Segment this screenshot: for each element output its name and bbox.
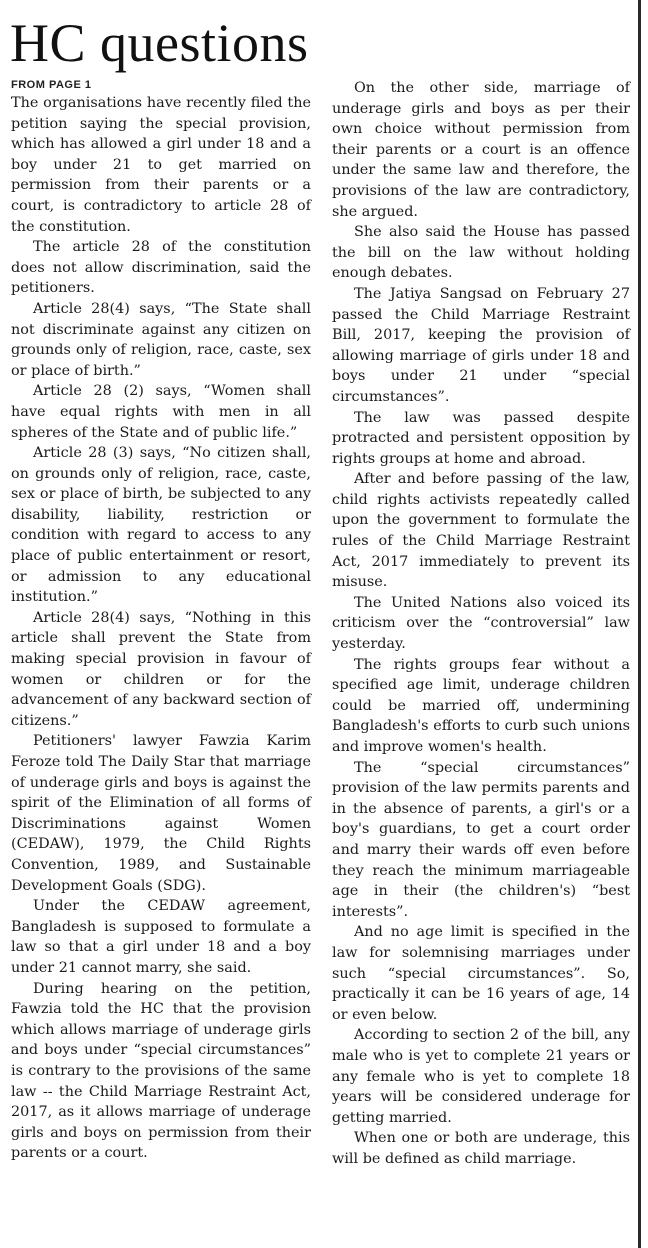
continuation-kicker: FROM PAGE 1 bbox=[11, 79, 92, 91]
paragraph: The “special circumstances” provision of the law permits parents and in the absence of parents, a girl's or a boy's guardians, to get a court order and marry their wards off even before they reach the minimum marriageable age in their (the children's) “best interests”. bbox=[332, 759, 630, 920]
paragraph: She also said the House has passed the bill on the law without holding enough debates. bbox=[332, 224, 630, 282]
paragraph: The law was passed despite protracted and persistent opposition by rights groups at home and abroad. bbox=[332, 409, 630, 467]
paragraph: The Jatiya Sangsad on February 27 passed the Child Marriage Restraint Bill, 2017, keeping the provision of allowing marriage of girls under 18 and boys under 21 under “special circumstances”. bbox=[332, 285, 630, 405]
paragraph: On the other side, marriage of underage girls and boys as per their own choice without permission from their parents or a court is an offence under the same law and therefore, the provisions of the law are contradictory, she argued. bbox=[332, 80, 630, 220]
column-rule bbox=[638, 0, 641, 1248]
paragraph: Article 28 (3) says, “No citizen shall, on grounds only of religion, race, caste, sex or place of birth, be subjected to any disability, liability, restriction or condition with regard to access to any place of public entertainment or resort, or admission to any educational institution.” bbox=[11, 445, 311, 606]
paragraph: The United Nations also voiced its criticism over the “controversial” law yesterday. bbox=[332, 594, 630, 653]
paragraph: Article 28 (2) says, “Women shall have equal rights with men in all spheres of the State and of public life.” bbox=[11, 383, 311, 441]
paragraph: Under the CEDAW agreement, Bangladesh is supposed to formulate a law so that a girl under 18 and a boy under 21 cannot marry, she said. bbox=[11, 898, 311, 976]
paragraph: The rights groups fear without a specified age limit, underage children could be married off, undermining Bangladesh's efforts to curb such unions and improve women's health. bbox=[332, 656, 630, 755]
headline: HC questions bbox=[10, 13, 309, 73]
paragraph: The article 28 of the constitution does not allow discrimination, said the petitioners. bbox=[11, 239, 311, 297]
paragraph: And no age limit is specified in the law for solemnising marriages under such “special circumstances”. So, practically it can be 16 years of age, 14 or even below. bbox=[332, 924, 630, 1023]
paragraph: After and before passing of the law, child rights activists repeatedly called upon the government to formulate the rules of the Child Marriage Restraint Act, 2017 immediately to prevent its misuse. bbox=[332, 471, 630, 591]
paragraph: According to section 2 of the bill, any male who is yet to complete 21 years or any female who is yet to complete 18 years will be considered underage for getting married. bbox=[332, 1027, 630, 1126]
paragraph: Article 28(4) says, “The State shall not discriminate against any citizen on grounds only of religion, race, caste, sex or place of birth.” bbox=[11, 300, 311, 379]
left-column bbox=[11, 78, 311, 1164]
paragraph: Article 28(4) says, “Nothing in this article shall prevent the State from making special provision in favour of women or children or for the advancement of any backward section of citizens.” bbox=[11, 609, 311, 729]
paragraph: During hearing on the petition, Fawzia told the HC that the provision which allows marriage of underage girls and boys under “special circumstances” is contrary to the provisions of the same law -- the Child Marriage Restraint Act, 2017, as it allows marriage of underage girls and boys on permission from their parents or a court. bbox=[11, 980, 311, 1162]
paragraph: Petitioners' lawyer Fawzia Karim Feroze told The Daily Star that marriage of underage girls and boys is against the spirit of the Elimination of all forms of Discriminations against Women (CEDAW), 1979, the Child Rights Convention, 1989, and Sustainable Development Goals (SDG). bbox=[11, 733, 311, 894]
paragraph: When one or both are underage, this will be defined as child marriage. bbox=[332, 1130, 630, 1167]
paragraph: The organisations have recently filed the petition saying the special provision, which has allowed a girl under 18 and a boy under 21 to get married on permission from their parents or a court, is contradictory to article 28 of the constitution. bbox=[11, 95, 311, 235]
right-column bbox=[332, 78, 630, 1169]
